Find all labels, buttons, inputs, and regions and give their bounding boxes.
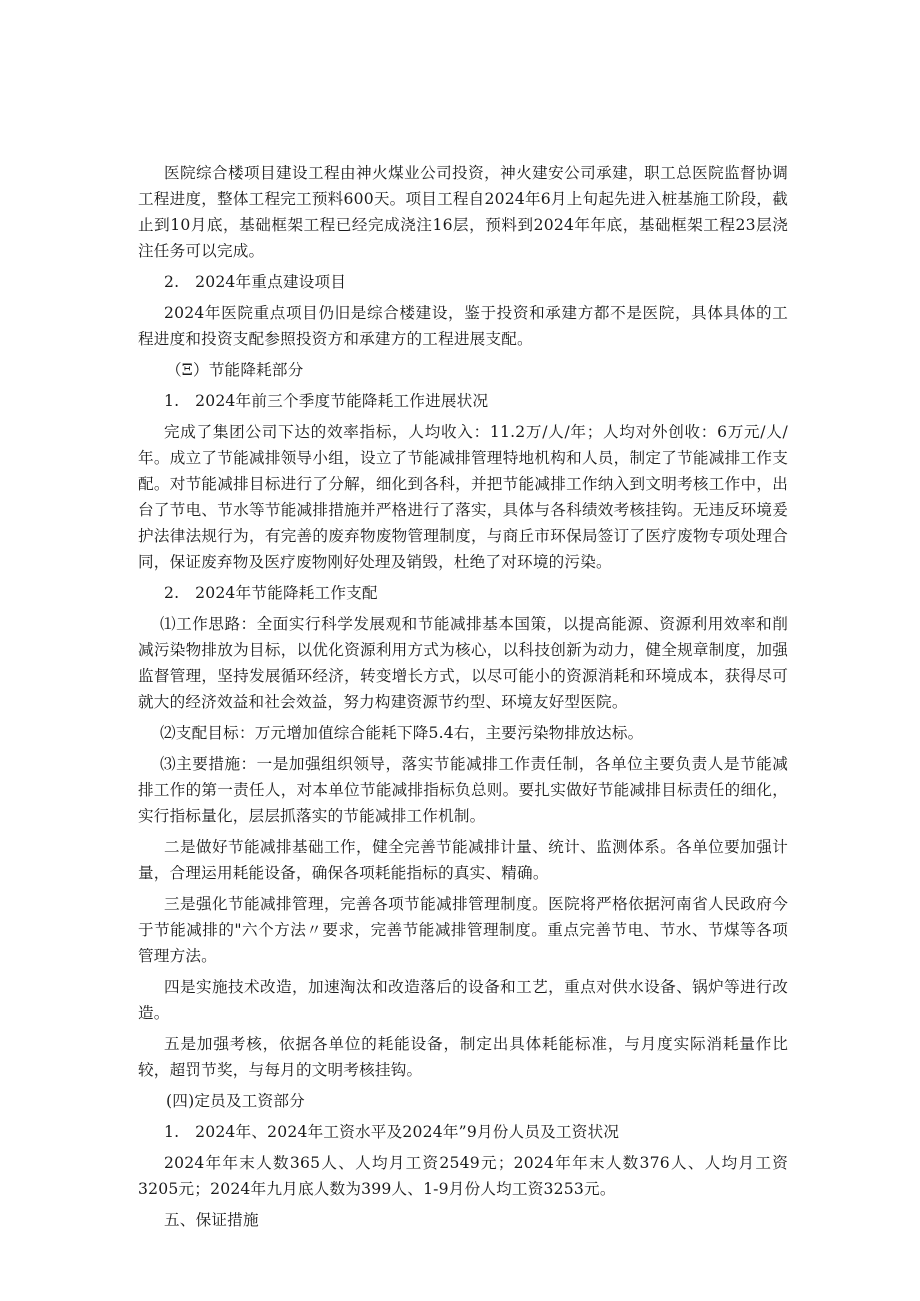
heading-wage-level: 1. 2024年、2024年工资水平及2024年”9月份人员及工资状况 — [164, 1123, 620, 1141]
paragraph-hospital-building: 医院综合楼项目建设工程由神火煤业公司投资，神火建安公司承建，职工总医院监督协调工程进度，整体工程完工预料600天。项目工程自2024年6月上旬起先进入桩基施工阶段，截止到10月底，基础框架工程已经完成浇注16层，预料到2024年年底，基础框架工程23层浇注任务可以完成。 — [138, 164, 788, 260]
paragraph-wage-stats: 2024年年末人数365人、人均月工资2549元；2024年年末人数376人、人均月工资3205元；2024年九月底人数为399人、1-9月份人均工资3253元。 — [138, 1154, 788, 1198]
heading-energy-plan: 2. 2024年节能降耗工作支配 — [164, 584, 378, 602]
paragraph-measure-three: 三是强化节能减排管理，完善各项节能减排管理制度。医院将严格依据河南省人民政府今于节能减排的"六个方法〃要求，完善节能减排管理制度。重点完善节电、节水、节煤等各项管理方法。 — [138, 895, 788, 965]
paragraph-main-measures: ⑶主要措施：一是加强组织领导，落实节能减排工作责任制，各单位主要负责人是节能减排工作的第一责任人，对本单位节能减排指标负总则。要扎实做好节能减排目标责任的细化，实行指标量化，层层抓落实的节能减排工作机制。 — [138, 755, 788, 825]
paragraph-measure-two: 二是做好节能减排基础工作，健全完善节能减排计量、统计、监测体系。各单位要加强计量，合理运用耗能设备，确保各项耗能指标的真实、精确。 — [138, 838, 788, 882]
document-body — [138, 160, 788, 1238]
paragraph-plan-target: ⑵支配目标：万元增加值综合能耗下降5.4右，主要污染物排放达标。 — [160, 724, 644, 742]
paragraph-work-approach: ⑴工作思路：全面实行科学发展观和节能减排基本国策，以提高能源、资源利用效率和削减污染物排放为目标，以优化资源利用方式为核心，以科技创新为动力，健全规章制度，加强监督管理，坚持发展循环经济，转变增长方式，以尽可能小的资源消耗和环境成本，获得尽可就大的经济效益和社会效益，努力构建资源节约型、环境友好型医院。 — [138, 615, 788, 711]
section-heading-staffing-wages: (四)定员及工资部分 — [166, 1092, 305, 1110]
section-heading-energy-saving: （Ξ）节能降耗部分 — [166, 361, 304, 379]
heading-2024-key-projects: 2. 2024年重点建设项目 — [164, 273, 347, 291]
heading-energy-progress: 1. 2024年前三个季度节能降耗工作进展状况 — [164, 392, 489, 410]
paragraph-key-projects: 2024年医院重点项目仍旧是综合楼建设，鉴于投资和承建方都不是医院，具体具体的工程进度和投资支配参照投资方和承建方的工程进展支配。 — [138, 304, 788, 348]
paragraph-measure-four: 四是实施技术改造，加速淘汰和改造落后的设备和工艺，重点对供水设备、锅炉等进行改造。 — [138, 978, 788, 1022]
section-heading-guarantee-measures: 五、保证措施 — [164, 1211, 259, 1229]
paragraph-measure-five: 五是加强考核，依据各单位的耗能设备，制定出具体耗能标准，与月度实际消耗量作比较，超罚节奖，与每月的文明考核挂钩。 — [138, 1035, 788, 1079]
paragraph-energy-progress: 完成了集团公司下达的效率指标，人均收入：11.2万/人/年；人均对外创收：6万元/人/年。成立了节能减排领导小组，设立了节能减排管理特地机构和人员，制定了节能减排工作支配。对节能减排目标进行了分解，细化到各科，并把节能减排工作纳入到文明考核工作中，出台了节电、节水等节能减排措施并严格进行了落实，具体与各科绩效考核挂钩。无违反环境爰护法律法规行为，有完善的废弃物废物管理制度，与商丘市环保局签订了医疗废物专项处理合同，保证废弃物及医疗废物刚好处理及销毁，杜绝了对环境的污染。 — [138, 423, 788, 571]
